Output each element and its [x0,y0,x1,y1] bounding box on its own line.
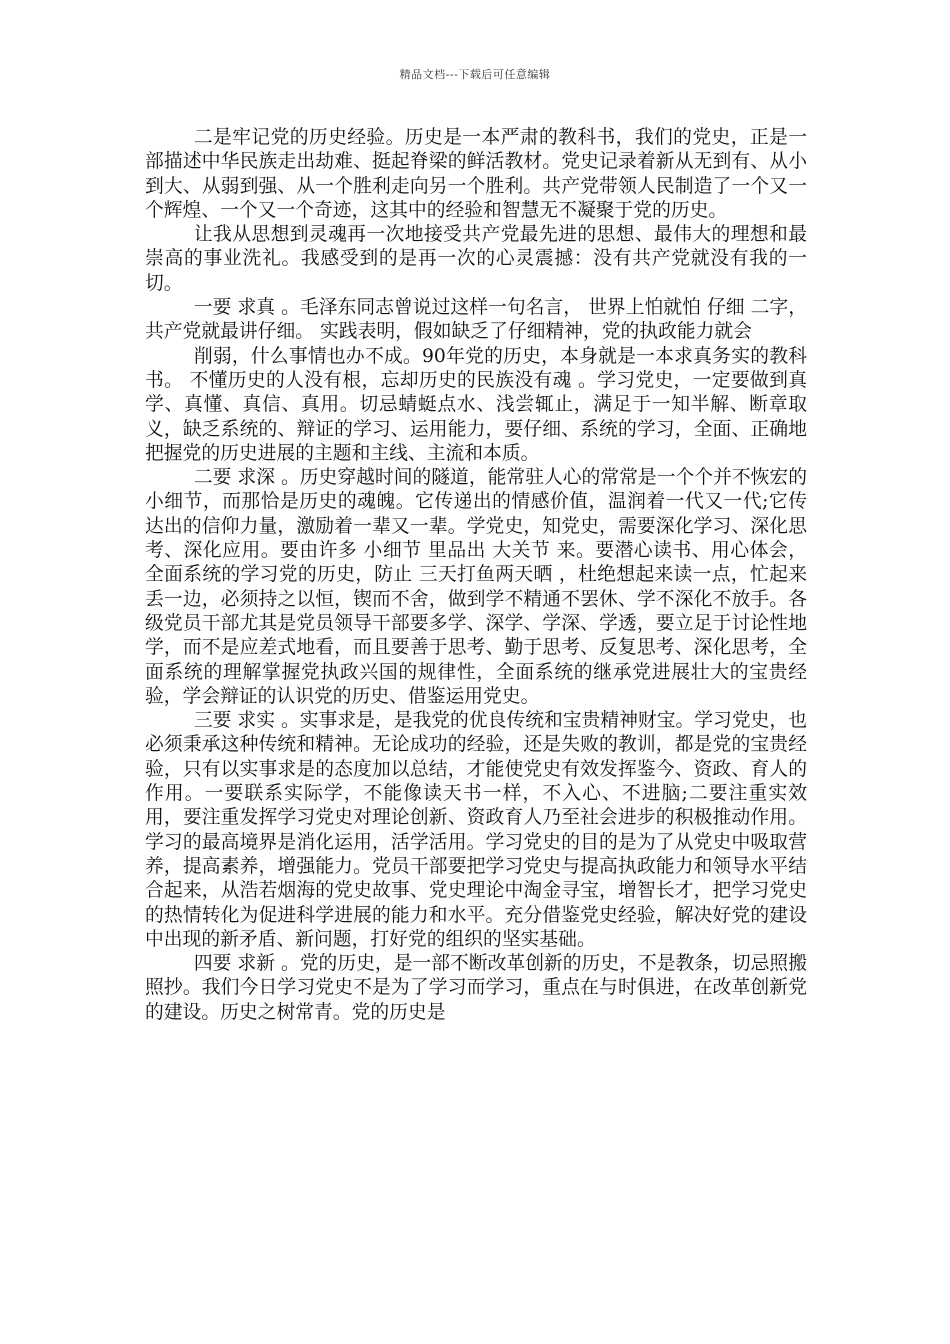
paragraph: 二是牢记党的历史经验。历史是一本严肃的教科书，我们的党史，正是一部描述中华民族走出劫难、挺起脊梁的鲜活教材。党史记录着新从无到有、从小到大、从弱到强、从一个胜利走向另一个胜利。共产党带领人民制造了一个又一个辉煌、一个又一个奇迹，这其中的经验和智慧无不凝聚于党的历史。 [145,127,807,221]
paragraph: 削弱，什么事情也办不成。90年党的历史，本身就是一本求真务实的教科书。 不懂历史的人没有根，忘却历史的民族没有魂 。学习党史，一定要做到真学、真懂、真信、真用。切忌蜻蜓点水、浅尝辄止，满足于一知半解、断章取义，缺乏系统的、辩证的学习、运用能力，要仔细、系统的学习，全面、正确地把握党的历史进展的主题和主线、主流和本质。 [145,345,807,464]
paragraph: 四要 求新 。党的历史，是一部不断改革创新的历史，不是教条，切忌照搬照抄。我们今日学习党史不是为了学习而学习，重点在与时俱进，在改革创新党的建设。历史之树常青。党的历史是 [145,953,807,1023]
paragraph: 让我从思想到灵魂再一次地接受共产党最先进的思想、最伟大的理想和最崇高的事业洗礼。我感受到的是再一次的心灵震撼：没有共产党就没有我的一切。 [145,224,807,294]
paragraph: 一要 求真 。毛泽东同志曾说过这样一句名言， 世界上怕就怕 仔细 二字，共产党就最讲仔细。 实践表明，假如缺乏了仔细精神，党的执政能力就会 [145,297,807,343]
paragraph: 二要 求深 。历史穿越时间的隧道，能常驻人心的常常是一个个并不恢宏的小细节，而那恰是历史的魂魄。它传递出的情感价值，温润着一代又一代;它传达出的信仰力量，激励着一辈又一辈。学党史，知党史，需要深化学习、深化思考、深化应用。要由许多 小细节 里品出 大关节 来。要潜心读书、用心体会，全面系统的学习党的历史，防止 三天打鱼两天晒 ，杜绝想起来读一点，忙起来丢一边，必须持之以恒，锲而不舍，做到学不精通不罢休、学不深化不放手。各级党员干部尤其是党员领导干部要多学、深学、学深、学透，要立足于讨论性地学，而不是应差式地看，而且要善于思考、勤于思考、反复思考、深化思考，全面系统的理解掌握党执政兴国的规律性，全面系统的继承党进展壮大的宝贵经验，学会辩证的认识党的历史、借鉴运用党史。 [145,467,807,707]
page-header: 精品文档---下载后可任意编辑 [399,68,551,81]
paragraph: 三要 求实 。实事求是，是我党的优良传统和宝贵精神财宝。学习党史，也必须秉承这种传统和精神。无论成功的经验，还是失败的教训，都是党的宝贵经验，只有以实事求是的态度加以总结，才能使党史有效发挥鉴今、资政、育人的作用。一要联系实际学，不能像读天书一样，不入心、不进脑;二要注重实效用，要注重发挥学习党史对理论创新、资政育人乃至社会进步的积极推动作用。学习的最高境界是消化运用，活学活用。学习党史的目的是为了从党史中吸取营养，提高素养，增强能力。党员干部要把学习党史与提高执政能力和领导水平结合起来，从浩若烟海的党史故事、党史理论中淘金寻宝，增智长才，把学习党史的热情转化为促进科学进展的能力和水平。充分借鉴党史经验，解决好党的建设中出现的新矛盾、新问题，打好党的组织的坚实基础。 [145,710,807,950]
document-body [145,126,807,1025]
